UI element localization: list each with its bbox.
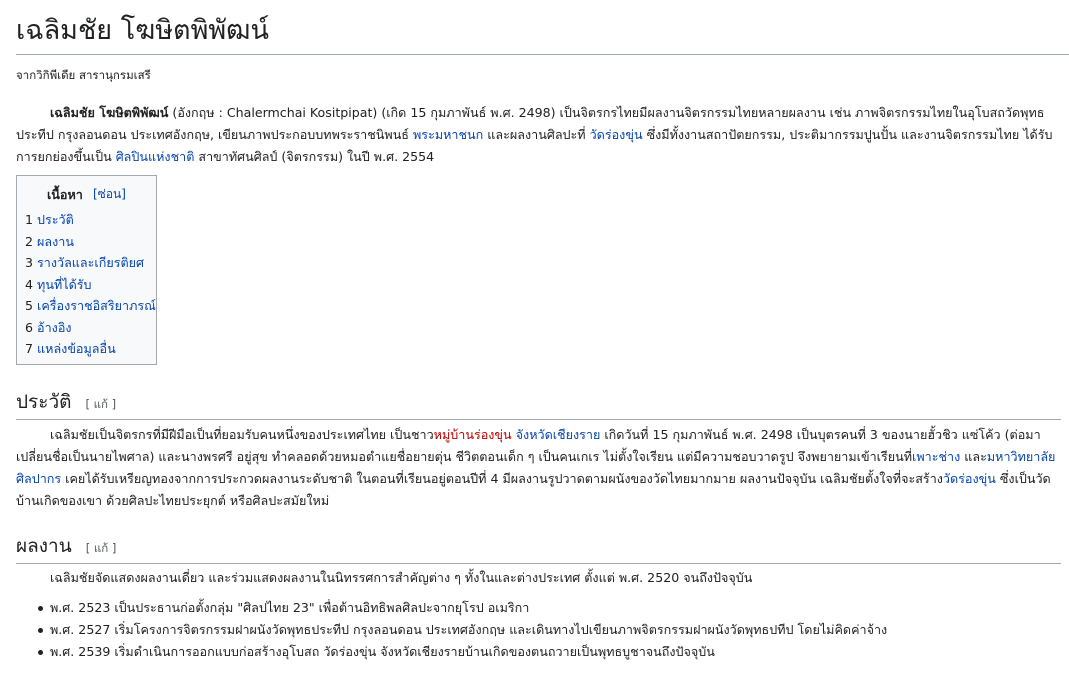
history-paragraph: เฉลิมชัยเป็นจิตรกรที่มีฝีมือเป็นที่ยอมรับคนหนึ่งของประเทศไทย เป็นชาวหมู่บ้านร่องขุ่น จังหวัดเชียงราย เกิดวันที่ 15 กุมภาพันธ์ พ.ศ. 2498 เป็นบุตรคนที่ 3 ของนายฮั้วชิว แซ่โค้ว (ต่อมาเปลี่ยนชื่อเป็นนายไพศาล) และนางพรศรี อยู่สุข ทำคลอดด้วยหมอตำแยชื่อยายตุ่น ชีวิตตอนเด็ก ๆ เป็นคนเกเร ไม่ตั้งใจเรียน แต่มีความชอบวาดรูป จึงพยายามเข้าเรียนที่เพาะช่าง และมหาวิทยาลัยศิลปากร เคยได้รับเหรียญทองจากการประกวดผลงานระดับชาติ ในตอนที่เรียนอยู่ตอนปีที่ 4 มีผลงานรูปวาดตามผนังของวัดไทยมากมาย ผลงานปัจจุบัน เฉลิมชัยตั้งใจที่จะสร้างวัดร่องขุ่น ซึ่งเป็นวัดบ้านเกิดของเขา ด้วยศิลปะไทยประยุกต์ หรือศิลปะสมัยใหม่ [16,427,1056,508]
link-wat-rong-khun-2[interactable]: วัดร่องขุ่น [942,471,996,486]
section-heading-history: ประวัติ [ แก้ ] [16,388,1061,420]
link-phra-mahachanok[interactable]: พระมหาชนก [413,127,484,142]
list-item: พ.ศ. 2527 เริ่มโครงการจิตรกรรมฝาผนังวัดพุทธประทีป กรุงลอนดอน ประเทศอังกฤษ และเดินทางไปเขียนภาพจิตรกรรมฝาผนังวัดพุทธปทีป โดยไม่คิดค่าจ้าง [16,619,887,641]
table-of-contents [16,175,157,365]
toc-item[interactable]: 2 ผลงาน [25,233,74,249]
link-wat-rong-khun[interactable]: วัดร่องขุ่น [589,127,643,142]
subject-name: เฉลิมชัย โฆษิตพิพัฒน์ [50,105,169,120]
intro-paragraph: เฉลิมชัย โฆษิตพิพัฒน์ (อังกฤษ : Chalermchai Kositpipat) (เกิด 15 กุมภาพันธ์ พ.ศ. 2498) เป็นจิตรกรไทยมีผลงานจิตรกรรมไทยหลายผลงาน เช่น ภาพจิตรกรรมไทยในอุโบสถวัดพุทธประทีป กรุงลอนดอน ประเทศอังกฤษ, เขียนภาพประกอบบทพระราชนิพนธ์ พระมหาชนก และผลงานศิลปะที่ วัดร่องขุ่น ซึ่งมีทั้งงานสถาปัตยกรรม, ประติมากรรมปูนปั้น และงานจิตรกรรมไทย ได้รับการยกย่องขึ้นเป็น ศิลปินแห่งชาติ สาขาทัศนศิลป์ (จิตรกรรม) ในปี พ.ศ. 2554 [16,105,1053,164]
section-heading-works: ผลงาน [ แก้ ] [16,532,1061,564]
toc-item[interactable]: 1 ประวัติ [25,212,74,227]
toc-item[interactable]: 4 ทุนที่ได้รับ [25,276,92,292]
link-poh-chang[interactable]: เพาะช่าง [912,449,961,464]
page-subtitle: จากวิกิพีเดีย สารานุกรมเสรี [16,68,151,82]
toc-toggle-button[interactable]: [ซ่อน] [93,187,126,201]
edit-section-history-link[interactable]: [ แก้ ] [85,397,117,411]
page-title: เฉลิมชัย โฆษิตพิพัฒน์ [16,12,1069,55]
link-national-artist[interactable]: ศิลปินแห่งชาติ [115,149,195,164]
toc-item[interactable]: 5 เครื่องราชอิสริยาภรณ์ [25,298,156,313]
toc-title: เนื้อหา [47,187,83,202]
edit-section-works-link[interactable]: [ แก้ ] [85,541,117,555]
list-item: พ.ศ. 2523 เป็นประธานก่อตั้งกลุ่ม "ศิลปไทย 23" เพื่อต้านอิทธิพลศิลปะจากยุโรป อเมริกา [16,597,887,619]
toc-item[interactable]: 7 แหล่งข้อมูลอื่น [25,341,116,356]
link-rong-khun-village[interactable]: หมู่บ้านร่องขุ่น [433,427,512,442]
toc-list [25,209,156,360]
toc-item[interactable]: 3 รางวัลและเกียรติยศ [25,255,145,270]
works-paragraph: เฉลิมชัยจัดแสดงผลงานเดี่ยว และร่วมแสดงผลงานในนิทรรศการสำคัญต่าง ๆ ทั้งในและต่างประเทศ ตั้งแต่ พ.ศ. 2520 จนถึงปัจจุบัน [50,570,753,585]
link-chiang-rai[interactable]: จังหวัดเชียงราย [515,427,601,442]
list-item: พ.ศ. 2539 เริ่มดำเนินการออกแบบก่อสร้างอุโบสถ วัดร่องขุ่น จังหวัดเชียงรายบ้านเกิดของตนถวายเป็นพุทธบูชาจนถึงปัจจุบัน [16,641,887,663]
works-list [16,597,887,663]
link-silpakorn-university[interactable]: มหาวิทยาลัยศิลปากร [16,449,1056,486]
toc-item[interactable]: 6 อ้างอิง [25,319,72,335]
